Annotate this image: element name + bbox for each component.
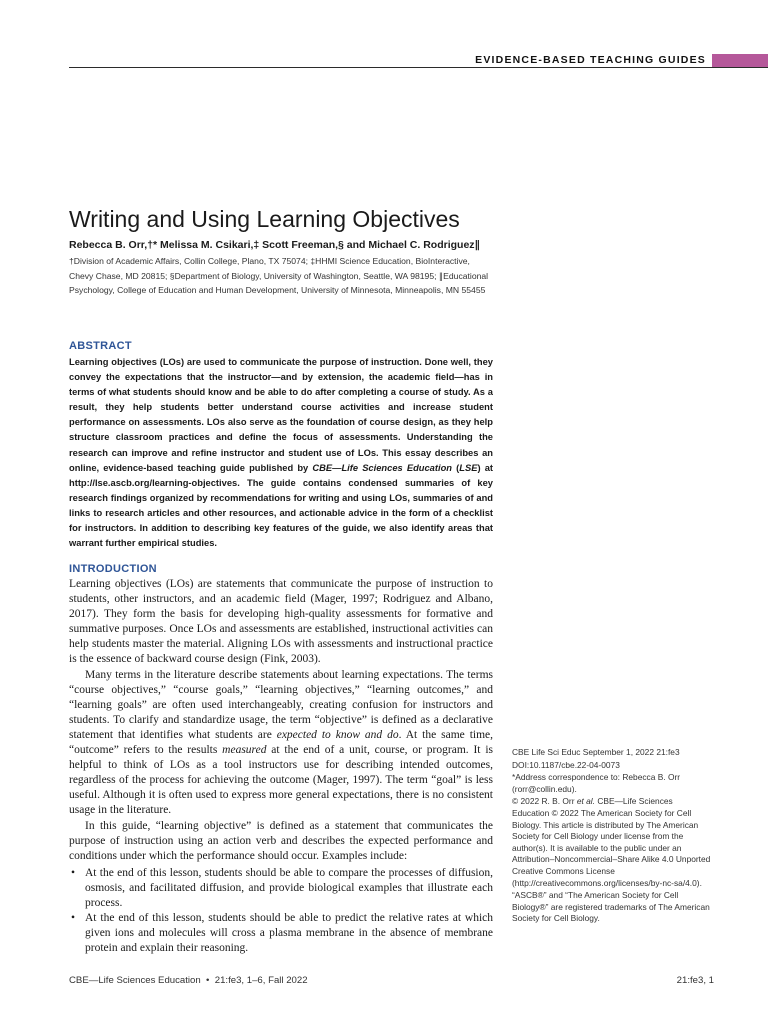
intro-p2-emphasis-1: expected to know and do [276,728,399,741]
affiliations: †Division of Academic Affairs, Collin College, Plano, TX 75074; ‡HHMI Science Education, BioInteractive, Chevy Chase, MD 20815; §Department of Biology, University of Washington, Seattle, WA 98195; ∥Educational Psychology, College of Education and Human Development, University of Minnesota, Minneapolis, MN 55455 [69,256,489,296]
trademark-note: “ASCB®” and “The American Society for Cell Biology®” are registered trademarks of The American Society for Cell Biology. [512,890,710,924]
intro-paragraph-3: In this guide, “learning objective” is defined as a statement that communicates the purpose of instruction using an action verb and describes the expected performance and conditions under which the performance should occur. Examples include: [69,819,493,862]
abstract-text-part3: ) at http://lse.ascb.org/learning-objectives. The guide contains condensed summaries of key research findings organized by recommendations for writing and using LOs, summaries of and links to research articles and other resources, and actionable advice in the form of a checklist for instructors. In addition to describing key features of the guide, we also identify areas that warrant further empirical studies. [69,462,494,549]
copyright-text-b: CBE—Life Sciences Education © 2022 The American Society for Cell Biology. This article is distributed by The American Society for Cell Biology under license from the author(s). It is available to the public under an Attribution–Noncommercial–Share Alike 4.0 Unported Creative Commons License (http://creativecommons.org/licenses/by-nc-sa/4.0). [512,796,711,888]
abstract-body [69,355,493,551]
abstract-text-part2: ( [452,462,460,473]
example-list-item: • At the end of this lesson, students should be able to predict the relative rates at which given ions and molecules will cross a plasma membrane in the absence of membrane protein and explain their reasoning. [69,911,493,956]
header-accent-block [712,54,768,67]
abstract-text-part1: Learning objectives (LOs) are used to communicate the purpose of instruction. Done well, they convey the expectations that the instructor—and by extension, the academic field—has in terms of what students should know and be able to do after completing a course of study. As a result, they help students better understand course activities and increase student performance on assessments. LOs also serve as the foundation of course design, as they help structure classroom practices and define the focus of assessments. Understanding the research can improve and refine instructor and student use of LOs. This essay describes an online, evidence-based teaching guide published by [69,357,493,473]
citation-line: CBE Life Sci Educ September 1, 2022 21:fe3 [512,747,680,757]
intro-p2-text-c: at the end of a unit, course, or program. It is helpful to think of LOs as a tool instructors use for describing intended outcomes, regardless of the process for achieving the outcome (Mager, 1997). The term “goal” is less useful. Although it is often used to express more general expectations, there is no consistent usage in the literature. [69,744,493,817]
intro-p2-text-a: Many terms in the literature describe statements about learning expectations. The terms “course objectives,” “course goals,” “learning objectives,” “learning outcomes,” and “learning goals” are often used interchangeably, creating confusion for instructors and students. To clarify and standardize usage, the term “objective” is defined as a declarative statement that identifies what students are [69,668,493,741]
introduction-heading: INTRODUCTION [69,563,157,575]
intro-p2-text-b: . At the same time, “outcome” refers to the results [69,728,494,757]
example-list-item: • At the end of this lesson, students should be able to compare the processes of diffusion, osmosis, and facilitated diffusion, and provide biological examples that illustrate each process. [69,866,493,911]
abstract-journal-abbrev: LSE [459,462,478,473]
copyright-note [512,796,712,889]
abstract-heading: ABSTRACT [69,340,132,352]
section-label: EVIDENCE-BASED TEACHING GUIDES [471,54,710,66]
doi-line: DOI:10.1187/cbe.22-04-0073 [512,759,620,770]
correspondence-note: *Address correspondence to: Rebecca B. Orr (rorr@collin.edu). [512,772,681,794]
intro-paragraph-2 [69,668,493,819]
abstract-journal-name: CBE—Life Sciences Education [312,462,453,473]
author-list: Rebecca B. Orr,†* Melissa M. Csikari,‡ Scott Freeman,§ and Michael C. Rodriguez∥ [69,239,480,251]
article-title: Writing and Using Learning Objectives [69,206,460,232]
copyright-et-al: et al. [576,796,595,807]
introduction-body [69,577,493,956]
example-list [69,866,493,957]
intro-paragraph-1: Learning objectives (LOs) are statements that communicate the purpose of instruction to students, other instructors, and an academic field (Mager, 1997; Rodriguez and Albano, 2017). They form the basis for developing high-quality assessments for formative and summative purposes. Once LOs and assessments are established, instructional activities can help students master the material. Aligning LOs with assessments and instructional practice is the essence of backward course design (Fink, 2003). [69,578,493,666]
copyright-text-a: © 2022 R. B. Orr [512,796,577,807]
header-rule [69,67,768,68]
article-info-sidebar [512,747,712,926]
footer-journal-info: CBE—Life Sciences Education • 21:fe3, 1–6, Fall 2022 [69,975,308,986]
footer-page-number: 21:fe3, 1 [676,975,714,986]
running-header [69,54,768,68]
intro-p2-emphasis-2: measured [222,744,267,757]
